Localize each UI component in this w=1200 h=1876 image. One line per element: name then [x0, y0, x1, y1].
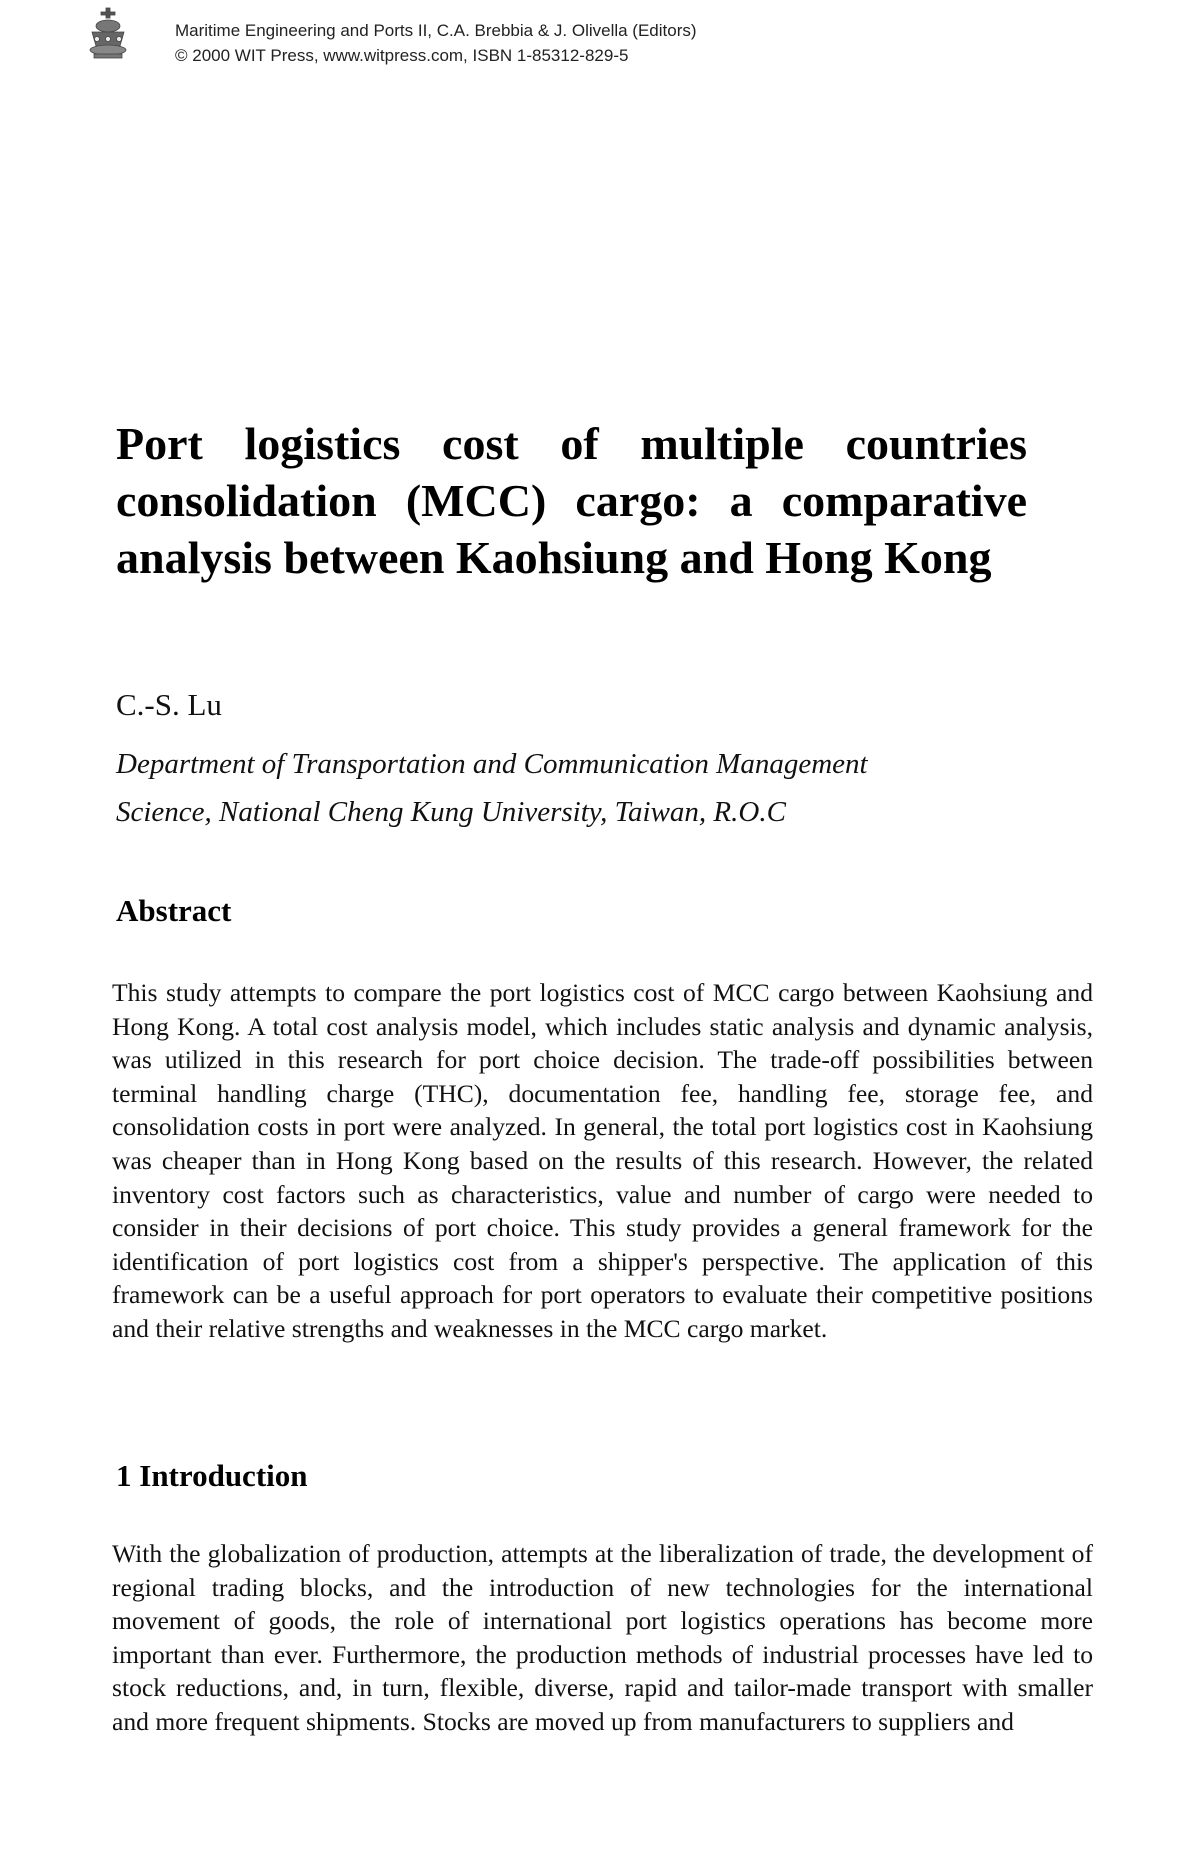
author-name: C.-S. Lu [116, 687, 222, 722]
abstract-text: This study attempts to compare the port logistics cost of MCC cargo between Kaohsiung and Hong Kong. A total cost analysis model, which includes static analysis and dynamic analysis, was utilized in this research for port choice decision. The trade-off possibilities between terminal handling charge (THC), documentation fee, handling fee, storage fee, and consolidation costs in port were analyzed. In general, the total port logistics cost in Kaohsiung was cheaper than in Hong Kong based on the results of this research. However, the related inventory cost factors such as characteristics, value and number of cargo were needed to consider in their decisions of port choice. This study provides a general framework for the identification of port logistics cost from a shipper's perspective. The application of this framework can be a useful approach for port operators to evaluate their competitive positions and their relative strengths and weaknesses in the MCC cargo market. [112, 978, 1093, 1343]
affiliation-line-2: Science, National Cheng Kung University, Taiwan, R.O.C [116, 796, 786, 828]
introduction-text: With the globalization of production, attempts at the liberalization of trade, the development of regional trading blocks, and the introduction of new technologies for the international movement of goods, the role of international port logistics operations has become more important than ever. Furthermore, the production methods of industrial processes have led to stock reductions, and, in turn, flexible, diverse, rapid and tailor-made transport with smaller and more frequent shipments. Stocks are moved up from manufacturers to suppliers and [112, 1539, 1093, 1736]
abstract-heading: Abstract [116, 893, 232, 928]
paper-title: Port logistics cost of multiple countries consolidation (MCC) cargo: a comparative analysis between Kaohsiung and Hong Kong [116, 418, 1027, 583]
affiliation-line-1: Department of Transportation and Communication Management [116, 748, 868, 780]
author-affiliation [116, 740, 1016, 836]
publisher-logo-icon [86, 6, 130, 64]
header-line-1: Maritime Engineering and Ports II, C.A. Brebbia & J. Olivella (Editors) [175, 21, 697, 40]
publication-header [175, 18, 697, 68]
introduction-heading: 1 Introduction [116, 1458, 308, 1493]
header-line-2: © 2000 WIT Press, www.witpress.com, ISBN 1-85312-829-5 [175, 46, 629, 65]
